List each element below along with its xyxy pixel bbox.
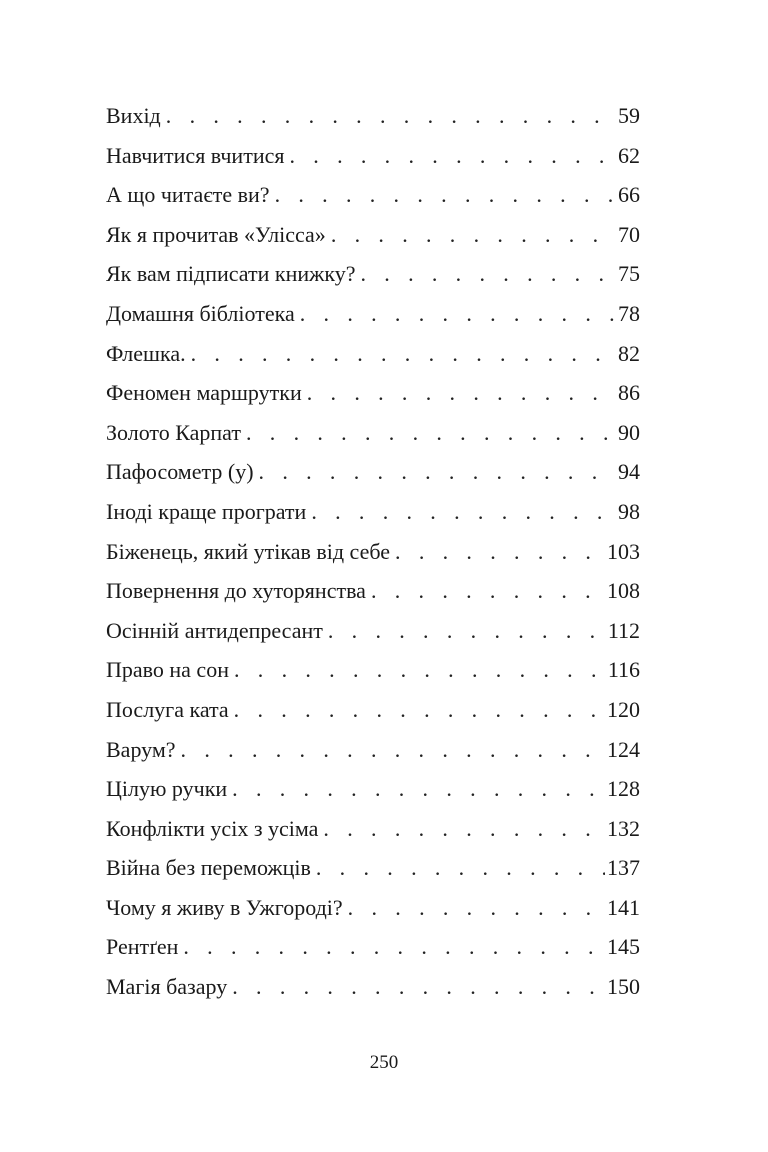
toc-entry-page: 70 bbox=[618, 221, 640, 247]
toc-entry bbox=[106, 101, 640, 141]
table-of-contents bbox=[106, 101, 640, 1012]
toc-entry-title: Іноді краще програти bbox=[106, 498, 307, 524]
toc-entry bbox=[106, 972, 640, 1012]
toc-entry bbox=[106, 616, 640, 656]
dot-leader bbox=[318, 814, 605, 844]
toc-entry-title: Чому я живу в Ужгороді? bbox=[106, 894, 343, 920]
toc-entry-title: Золото Карпат bbox=[106, 419, 241, 445]
toc-entry bbox=[106, 141, 640, 181]
toc-entry bbox=[106, 418, 640, 458]
toc-entry-page: 124 bbox=[607, 736, 640, 762]
toc-entry bbox=[106, 497, 640, 537]
toc-entry-title: Повернення до хуторянства bbox=[106, 578, 366, 604]
dot-leader bbox=[161, 101, 616, 131]
toc-entry bbox=[106, 735, 640, 775]
toc-entry bbox=[106, 774, 640, 814]
toc-entry-title: Флешка. bbox=[106, 340, 186, 366]
toc-entry-title: Магія базару bbox=[106, 974, 228, 1000]
toc-entry-page: 75 bbox=[618, 261, 640, 287]
toc-entry-page: 141 bbox=[607, 894, 640, 920]
toc-entry-page: 94 bbox=[618, 459, 640, 485]
toc-entry bbox=[106, 537, 640, 577]
toc-entry-title: Як вам підписати книжку? bbox=[106, 261, 356, 287]
dot-leader bbox=[178, 932, 605, 962]
toc-entry-page: 59 bbox=[618, 103, 640, 128]
toc-entry-title: Пафосометр (у) bbox=[106, 459, 254, 485]
toc-entry bbox=[106, 339, 640, 379]
toc-entry-page: 145 bbox=[607, 934, 640, 960]
toc-entry bbox=[106, 695, 640, 735]
dot-leader bbox=[254, 457, 616, 487]
dot-leader bbox=[390, 537, 605, 567]
dot-leader bbox=[366, 576, 605, 606]
toc-entry-title: Право на сон bbox=[106, 657, 229, 683]
toc-entry bbox=[106, 893, 640, 933]
dot-leader bbox=[176, 735, 605, 765]
toc-entry-title: Варум? bbox=[106, 736, 176, 762]
toc-entry-page: 137 bbox=[607, 855, 640, 881]
dot-leader bbox=[270, 180, 616, 210]
dot-leader bbox=[355, 259, 616, 289]
toc-entry bbox=[106, 853, 640, 893]
toc-entry-title: Послуга ката bbox=[106, 696, 229, 722]
dot-leader bbox=[323, 616, 606, 646]
toc-entry-title: Конфлікти усіх з усіма bbox=[106, 815, 319, 841]
dot-leader bbox=[227, 972, 605, 1002]
toc-entry-title: Біженець, який утікав від себе bbox=[106, 538, 391, 564]
dot-leader bbox=[227, 774, 605, 804]
toc-entry bbox=[106, 932, 640, 972]
dot-leader bbox=[343, 893, 605, 923]
dot-leader bbox=[326, 220, 616, 250]
toc-entry-page: 82 bbox=[618, 340, 640, 366]
toc-entry-page: 120 bbox=[607, 696, 640, 722]
toc-entry-title: Осінній антидепресант bbox=[106, 617, 323, 643]
toc-entry-title: Війна без переможців bbox=[106, 855, 311, 881]
toc-entry-page: 128 bbox=[607, 776, 640, 802]
toc-entry bbox=[106, 814, 640, 854]
toc-entry bbox=[106, 655, 640, 695]
toc-entry-title: Вихід bbox=[106, 103, 161, 128]
toc-entry-title: Навчитися вчитися bbox=[106, 142, 285, 168]
dot-leader bbox=[229, 655, 606, 685]
toc-entry-title: Рентґен bbox=[106, 934, 179, 960]
toc-entry-page: 150 bbox=[607, 974, 640, 1000]
toc-entry-page: 78 bbox=[618, 300, 640, 326]
dot-leader bbox=[284, 141, 616, 171]
dot-leader bbox=[306, 497, 616, 527]
toc-entry bbox=[106, 180, 640, 220]
dot-leader bbox=[311, 853, 605, 883]
toc-entry bbox=[106, 259, 640, 299]
toc-entry-page: 132 bbox=[607, 815, 640, 841]
toc-entry bbox=[106, 378, 640, 418]
toc-entry-page: 116 bbox=[607, 657, 640, 683]
toc-entry-page: 62 bbox=[618, 142, 640, 168]
toc-entry-page: 103 bbox=[607, 538, 640, 564]
toc-entry-title: Феномен маршрутки bbox=[106, 380, 302, 406]
toc-entry bbox=[106, 220, 640, 260]
page-number: 250 bbox=[369, 1052, 399, 1073]
dot-leader bbox=[229, 695, 605, 725]
toc-entry-page: 98 bbox=[618, 498, 640, 524]
toc-entry bbox=[106, 576, 640, 616]
toc-entry-title: Цілую ручки bbox=[106, 776, 228, 802]
toc-entry-title: А що читаєте ви? bbox=[106, 182, 270, 208]
toc-entry bbox=[106, 299, 640, 339]
toc-entry-page: 90 bbox=[618, 419, 640, 445]
dot-leader bbox=[241, 418, 616, 448]
toc-entry-page: 66 bbox=[618, 182, 640, 208]
toc-entry-page: 108 bbox=[607, 578, 640, 604]
toc-entry-title: Як я прочитав «Улісса» bbox=[106, 221, 326, 247]
dot-leader bbox=[302, 378, 616, 408]
toc-entry-page: 86 bbox=[618, 380, 640, 406]
toc-entry-page: 112 bbox=[607, 617, 640, 643]
dot-leader bbox=[186, 339, 616, 369]
toc-entry-title: Домашня бібліотека bbox=[106, 300, 295, 326]
dot-leader bbox=[295, 299, 616, 329]
toc-entry bbox=[106, 457, 640, 497]
